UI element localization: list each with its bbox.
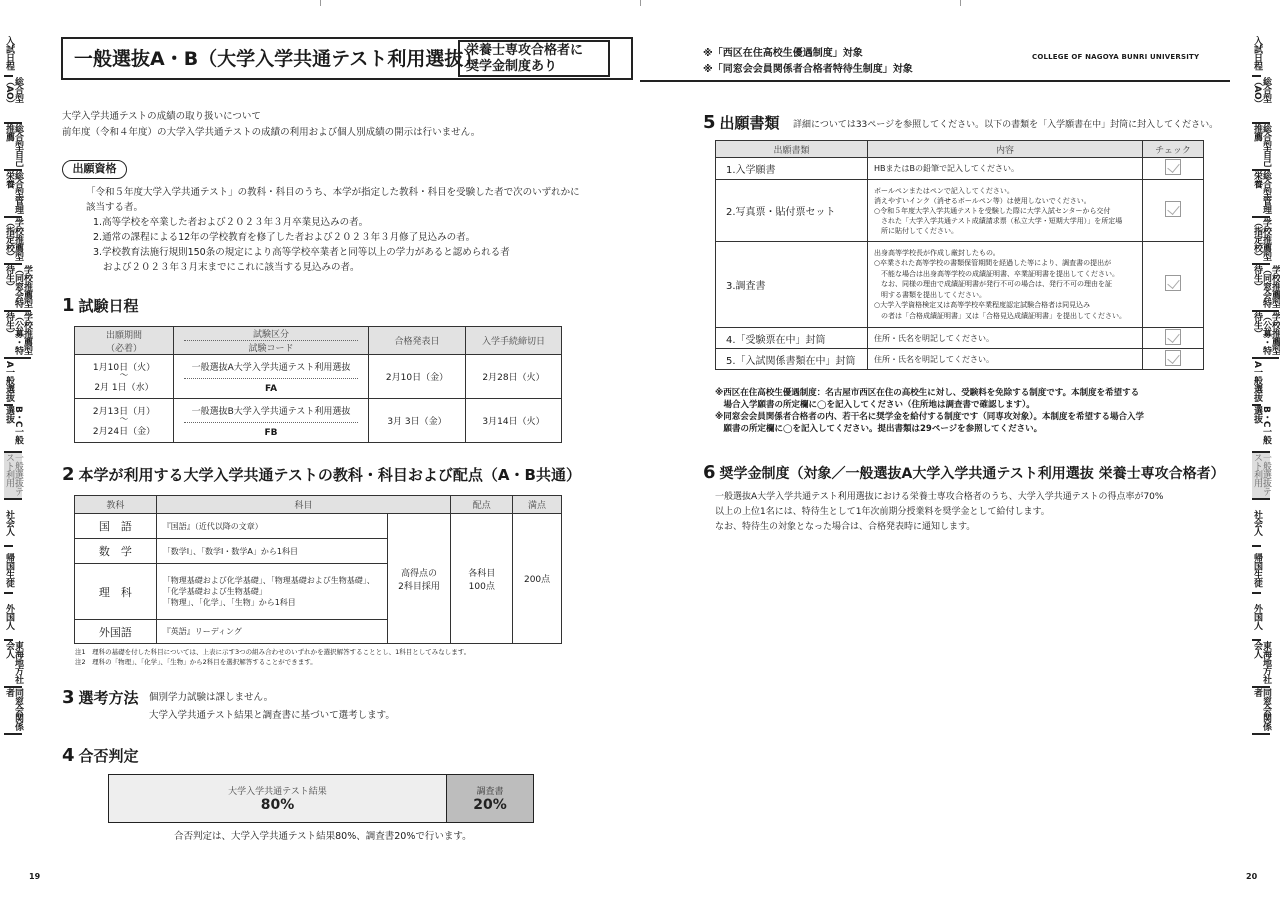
selection-text: 個別学力試験は課しません。: [149, 692, 274, 703]
side-tab[interactable]: 学校推薦型（指定校）: [1252, 218, 1270, 265]
eligibility-item: 2.通常の課程による12年の学校教育を修了した者および２０２３年３月修了見込みの者。: [93, 232, 476, 243]
scholarship-text: 以上の上位1名には、特待生として1年次前期分授業料を奨学金として給付します。: [715, 507, 1050, 517]
points-cell: 各科目 100点: [451, 514, 513, 644]
badge-line: 栄養士専攻合格者に: [466, 43, 584, 58]
table-row: [75, 399, 562, 443]
crop-mark: [640, 0, 641, 6]
table-header: 満点: [513, 496, 562, 514]
subject-cell: 理 科: [75, 564, 157, 620]
side-tab[interactable]: 学校推薦型（公募・特待生）: [1252, 312, 1279, 359]
section-title: 合否判定: [78, 747, 139, 765]
side-tab[interactable]: 社会人: [4, 500, 13, 547]
section-heading: [62, 687, 139, 708]
side-tab[interactable]: 外国人: [4, 594, 13, 641]
course-cell: 『英語』リーディング: [156, 620, 387, 644]
side-tab[interactable]: 入試日程: [1252, 30, 1261, 77]
table-row: [75, 355, 562, 399]
document-content: ボールペンまたはペンで記入してください。 消えやすいインク（消せるボールペン等）は使用しないでください。 ○令和５年度大学入学共通テストを受験した際に大学入試センターから交付 された「大学入学共通テスト成績請求票（私立大学・短期大学用）」を所定場 所に貼付してください。: [868, 180, 1143, 242]
table-header: 試験区分 試験コード: [174, 327, 369, 355]
header-rule: [640, 80, 1230, 82]
table-header: 合格発表日: [369, 327, 466, 355]
side-tab[interactable]: 社会人: [1252, 500, 1261, 547]
table-header: 出願書類: [716, 141, 868, 158]
result-date-cell: 2月10日（金）: [369, 355, 466, 399]
section-number: 2: [62, 464, 75, 485]
side-tab[interactable]: 東海地方社会人: [4, 641, 22, 688]
side-tab[interactable]: 学校推薦型（指定校）: [4, 218, 22, 265]
side-tab[interactable]: 帰国生徒: [4, 547, 13, 594]
section-heading: [62, 464, 581, 485]
section-heading: [703, 462, 1225, 483]
side-tab-active[interactable]: 一般選抜テスト利用: [1252, 453, 1270, 500]
header-note: ※「西区在住高校生優遇制度」対象: [703, 48, 863, 59]
subject-cell: 外国語: [75, 620, 157, 644]
document-content: HBまたはBの鉛筆で記入してください。: [868, 158, 1143, 180]
document-content: 住所・氏名を明記してください。: [868, 349, 1143, 370]
course-cell: 「物理基礎および化学基礎」、「物理基礎および生物基礎」、 「化学基礎および生物基礎」 「物理」、「化学」、「生物」から1科目: [156, 564, 387, 620]
page-title: 一般選抜A・B（大学入学共通テスト利用選抜）: [74, 48, 483, 70]
table-row: [716, 349, 1204, 370]
side-tab-active[interactable]: 一般選抜テスト利用: [4, 453, 22, 500]
table-note: 注1 理科の基礎を付した科目については、上表に示す3つの組み合わせのいずれかを選択解答することとし、1科目としてみなします。: [75, 648, 471, 656]
side-tab[interactable]: 東海地方社会人: [1252, 641, 1270, 688]
document-name: 2.写真票・貼付票セット: [716, 180, 868, 242]
college-name: COLLEGE OF NAGOYA BUNRI UNIVERSITY: [1032, 53, 1200, 61]
report-share: 調査書 20%: [447, 775, 533, 822]
side-tab[interactable]: 学校推薦型（同窓会特待生）: [4, 265, 31, 312]
table-header: 入学手続締切日: [466, 327, 562, 355]
eligibility-text: 該当する者。: [86, 202, 144, 213]
section-title: 出願書類: [719, 114, 780, 132]
side-tab[interactable]: 総合型管理栄養: [1252, 171, 1270, 218]
subjects-table: [74, 495, 562, 644]
checkbox[interactable]: [1165, 159, 1181, 175]
section-number: 5: [703, 112, 716, 133]
checkbox[interactable]: [1165, 201, 1181, 217]
period-cell: 2月13日（月） 〜 2月24日（金）: [75, 399, 174, 443]
table-header: 科目: [156, 496, 451, 514]
side-index-left: [4, 30, 32, 735]
side-tab[interactable]: 学校推薦型（同窓会特待生）: [1252, 265, 1279, 312]
intro-line: 大学入学共通テストの成績の取り扱いについて: [62, 111, 261, 122]
side-tab[interactable]: 総合型（AO）: [4, 77, 22, 124]
side-tab[interactable]: 総合型自己推薦: [1252, 124, 1270, 171]
course-cell: 「数学Ⅰ」、「数学Ⅰ・数学A」から1科目: [156, 539, 387, 564]
result-date-cell: 3月 3日（金）: [369, 399, 466, 443]
deadline-cell: 3月14日（火）: [466, 399, 562, 443]
side-tab[interactable]: 同窓会関係者: [4, 688, 22, 735]
table-header: 教科: [75, 496, 157, 514]
table-header: 配点: [451, 496, 513, 514]
schedule-table: [74, 326, 562, 443]
eligibility-item: 1.高等学校を卒業した者および２０２３年３月卒業見込みの者。: [93, 217, 369, 228]
header-note: ※「同窓会会員関係者合格者特待生制度」対象: [703, 64, 913, 75]
section-heading: [703, 112, 780, 133]
subject-cell: 国 語: [75, 514, 157, 539]
section-heading: [62, 295, 139, 316]
eligibility-text: 「令和５年度大学入学共通テスト」の教科・科目のうち、本学が指定した教科・科目を受験した者で次のいずれかに: [86, 187, 580, 198]
table-row: [716, 180, 1204, 242]
documents-notes: ※西区在住高校生優遇制度：名古屋市西区在住の高校生に対し、受験料を免除する制度です。本制度を希望する 場合入学願書の所定欄に◯を記入してください（住所地は調査書で確認します）。 ※同窓会会員関係者合格者の内、若干名に奨学金を給付する制度です（同専攻対象）。本制度を希望する場合入学 願書の所定欄に◯を記入してください。提出書類は29ページを参照してください。: [715, 388, 1145, 434]
scholarship-text: 一般選抜A大学入学共通テスト利用選抜における栄養士専攻合格者のうち、大学入学共通テストの得点率が70%: [715, 492, 1164, 502]
side-index-right: [1252, 30, 1280, 735]
side-tab[interactable]: A一般選抜: [4, 359, 13, 406]
checkbox[interactable]: [1165, 275, 1181, 291]
page-number: 19: [29, 872, 41, 881]
table-header: チェック: [1143, 141, 1204, 158]
side-tab[interactable]: B・C一般選抜: [1252, 406, 1270, 453]
document-content: 住所・氏名を明記してください。: [868, 328, 1143, 349]
check-cell: [1143, 180, 1204, 242]
eligibility-item: および２０２３年３月末までにこれに該当する見込みの者。: [103, 262, 360, 273]
category-cell: 一般選抜A大学入学共通テスト利用選抜 FA: [174, 355, 369, 399]
side-tab[interactable]: 同窓会関係者: [1252, 688, 1270, 735]
eligibility-item: 3.学校教育法施行規則150条の規定により高等学校卒業者と同等以上の学力があると認められる者: [93, 247, 510, 258]
check-cell: [1143, 349, 1204, 370]
crop-mark: [960, 0, 961, 6]
section-number: 3: [62, 687, 75, 708]
section-desc: 詳細については33ページを参照してください。以下の書類を「入学願書在中」封筒に封入してください。: [793, 120, 1219, 130]
judgement-note: 合否判定は、大学入学共通テスト結果80%、調査書20%で行います。: [174, 831, 472, 842]
table-row: [716, 328, 1204, 349]
side-tab[interactable]: 外国人: [1252, 594, 1261, 641]
section-heading: [62, 745, 139, 766]
selection-cell: 高得点の 2科目採用: [387, 514, 451, 644]
side-tab[interactable]: A一般選抜: [1252, 359, 1261, 406]
check-cell: [1143, 242, 1204, 328]
document-name: 1.入学願書: [716, 158, 868, 180]
page-number: 20: [1246, 872, 1258, 881]
period-cell: 1月10日（火） 〜 2月 1日（水）: [75, 355, 174, 399]
side-tab[interactable]: 総合型（AO）: [1252, 77, 1270, 124]
crop-mark: [320, 0, 321, 6]
scholarship-text: なお、特待生の対象となった場合は、合格発表時に通知します。: [715, 522, 976, 532]
section-title: 奨学金制度（対象／一般選抜A大学入学共通テスト利用選抜 栄養士専攻合格者）: [719, 466, 1225, 482]
document-content: 出身高等学校長が作成し厳封したもの。 ○卒業された高等学校の書類保管期間を経過した等により、調査書の提出が 不能な場合は出身高等学校の成績証明書、卒業証明書を提出してください。 なお、同様の理由で成績証明書が発行不可の場合は、発行不可の理由を証 明する書類を提出してください。 ○大学入学資格検定又は高等学校卒業程度認定試験合格者は同見込み の者は「合格成績証明書」又は「合格見込成績証明書」を提出してください。: [868, 242, 1143, 328]
course-cell: 『国語』（近代以降の文章）: [156, 514, 387, 539]
section-title: 本学が利用する大学入学共通テストの教科・科目および配点（A・B共通）: [78, 466, 581, 484]
test-result-share: 大学入学共通テスト結果 80%: [109, 775, 447, 822]
side-tab[interactable]: 入試日程: [4, 30, 13, 77]
category-cell: 一般選抜B大学入学共通テスト利用選抜 FB: [174, 399, 369, 443]
eligibility-heading: 出願資格: [62, 160, 127, 179]
documents-table: [715, 140, 1204, 370]
checkbox[interactable]: [1165, 350, 1181, 366]
weighting-bar: [108, 774, 534, 823]
badge-line: 奨学金制度あり: [466, 59, 558, 74]
document-name: 5.「入試関係書類在中」封筒: [716, 349, 868, 370]
check-cell: [1143, 328, 1204, 349]
check-cell: [1143, 158, 1204, 180]
full-marks-cell: 200点: [513, 514, 562, 644]
section-title: 試験日程: [78, 297, 139, 315]
section-number: 1: [62, 295, 75, 316]
table-row: [716, 158, 1204, 180]
table-row: [716, 242, 1204, 328]
side-tab[interactable]: 総合型管理栄養: [4, 171, 22, 218]
section-number: 4: [62, 745, 75, 766]
section-number: 6: [703, 462, 716, 483]
checkbox[interactable]: [1165, 329, 1181, 345]
side-tab[interactable]: 帰国生徒: [1252, 547, 1261, 594]
table-note: 注2 理科の「物理」、「化学」、「生物」から2科目を選択解答することができます。: [75, 658, 317, 666]
table-header: 出願期間 （必着）: [75, 327, 174, 355]
side-tab[interactable]: B・C一般選抜: [4, 406, 22, 453]
table-header: 内容: [868, 141, 1143, 158]
deadline-cell: 2月28日（火）: [466, 355, 562, 399]
section-title: 選考方法: [78, 689, 139, 707]
scholarship-badge: [458, 40, 610, 77]
subject-cell: 数 学: [75, 539, 157, 564]
document-name: 4.「受験票在中」封筒: [716, 328, 868, 349]
document-name: 3.調査書: [716, 242, 868, 328]
selection-text: 大学入学共通テスト結果と調査書に基づいて選考します。: [149, 710, 395, 721]
table-row: [75, 514, 562, 539]
side-tab[interactable]: 学校推薦型（公募・特待生）: [4, 312, 31, 359]
intro-line: 前年度（令和４年度）の大学入学共通テストの成績の利用および個人別成績の開示は行いません。: [62, 127, 481, 138]
side-tab[interactable]: 総合型自己推薦: [4, 124, 22, 171]
